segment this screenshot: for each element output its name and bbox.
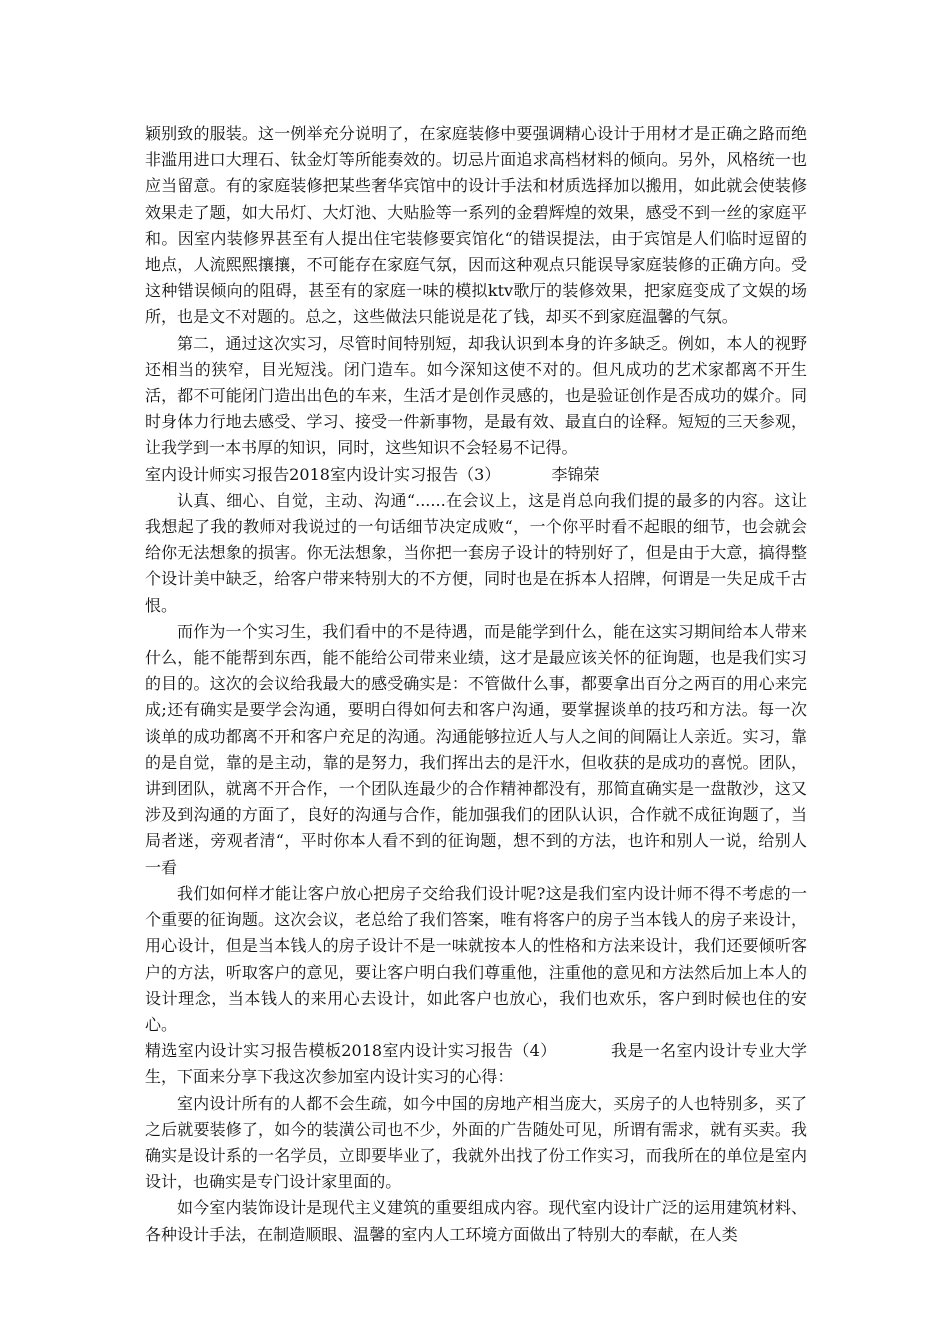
paragraph-meeting-summary: 认真、细心、自觉，主动、沟通“......在会议上，这是肖总向我们提的最多的内容。这让我想起了我的教师对我说过的一句话细节决定成败“，一个你平时看不起眼的细节，也会就会给你无法想象的损害。你无法想象，当你把一套房子设计的特别好了，但是由于大意，搞得整个设计美中缺乏，给客户带来特别大的不方便，同时也是在拆本人招牌，何谓是一失足成千古恨。 xyxy=(145,490,807,615)
paragraph-client-trust: 我们如何样才能让客户放心把房子交给我们设计呢?这是我们室内设计师不得不考虑的一个重要的征询题。这次会议，老总给了我们答案，唯有将客户的房子当本钱人的房子来设计，用心设计，但是当本钱人的房子设计不是一味就按本人的性格和方法来设计，我们还要倾听客户的方法，听取客户的意见，要让客户明白我们尊重他，注重他的意见和方法然后加上本人的设计理念，当本钱人的来用心去设计，如此客户也放心，我们也欢乐，客户到时候也住的安心。 xyxy=(145,883,807,1034)
section-heading-report-3: 室内设计师实习报告2018室内设计实习报告（3） 李锦荣 xyxy=(145,464,600,484)
paragraph-intern-reflection: 而作为一个实习生，我们看中的不是待遇，而是能学到什么，能在这实习期间给本人带来什么，能不能帮到东西，能不能给公司带来业绩，这才是最应该关怀的征询题，也是我们实习的目的。这次的会议给我最大的感受确实是：不管做什么事，都要拿出百分之两百的用心来完成;还有确实是要学会沟通，要明白得如何去和客户沟通，要掌握谈单的技巧和方法。每一次谈单的成功都离不开和客户充足的沟通。沟通能够拉近人与人之间的间隔让人亲近。实习，靠的是自觉，靠的是主动，靠的是努力，我们挥出去的是汗水，但收获的是成功的喜悦。团队，讲到团队，就离不开合作，一个团队连最少的合作精神都没有，那简直确实是一盘散沙，这又涉及到沟通的方面了，良好的沟通与合作，能加强我们的团队认识，合作就不成征询题了，当局者迷，旁观者清“，平时你本人看不到的征询题，想不到的方法，也许和别人一说，给别人一看 xyxy=(145,621,807,877)
paragraph-continuation: 颖别致的服装。这一例举充分说明了，在家庭装修中要强调精心设计于用材才是正确之路而绝非滥用进口大理石、钛金灯等所能奏效的。切忌片面追求高档材料的倾向。另外，风格统一也应当留意。有的家庭装修把某些奢华宾馆中的设计手法和材质选择加以搬用，如此就会使装修效果走了题，如大吊灯、大灯池、大贴脸等一系列的金碧辉煌的效果，感受不到一丝的家庭平和。因室内装修界甚至有人提出住宅装修要宾馆化“的错误提法，由于宾馆是人们临时逗留的地点，人流熙熙攘攘，不可能存在家庭气氛，因而这种观点只能误导家庭装修的正确方向。受这种错误倾向的阻碍，甚至有的家庭一味的模拟ktv歌厅的装修效果，把家庭变成了文娱的场所，也是文不对题的。总之，这些做法只能说是花了钱，却买不到家庭温馨的气氛。 xyxy=(145,124,807,327)
paragraph-interior-design-intro: 室内设计所有的人都不会生疏，如今中国的房地产相当庞大，买房子的人也特别多，买了之后就要装修了，如今的装潢公司也不少，外面的广告随处可见，所谓有需求，就有买卖。我确实是设计系的一名学员，立即要毕业了，我就外出找了份工作实习，而我所在的单位是室内设计，也确实是专门设计家里面的。 xyxy=(145,1093,807,1192)
paragraph-modern-design: 如今室内装饰设计是现代主义建筑的重要组成内容。现代室内设计广泛的运用建筑材料、各种设计手法，在制造顺眼、温馨的室内人工环境方面做出了特别大的奉献，在人类 xyxy=(145,1198,807,1244)
document-body xyxy=(145,121,807,1248)
paragraph-second-point: 第二，通过这次实习，尽管时间特别短，却我认识到本身的许多缺乏。例如，本人的视野还相当的狭窄，目光短浅。闭门造车。如今深知这使不对的。但凡成功的艺术家都离不开生活，都不可能闭门造出出色的车来，生活才是创作灵感的，也是验证创作是否成功的媒介。同时身体力行地去感受、学习、接受一件新事物，是最有效、最直白的诠释。短短的三天参观，让我学到一本书厚的知识，同时，这些知识不会轻易不记得。 xyxy=(145,333,807,458)
section-heading-report-4: 精选室内设计实习报告模板2018室内设计实习报告（4） 我是一名室内设计专业大学生，下面来分享下我这次参加室内设计实习的心得： xyxy=(145,1041,807,1087)
